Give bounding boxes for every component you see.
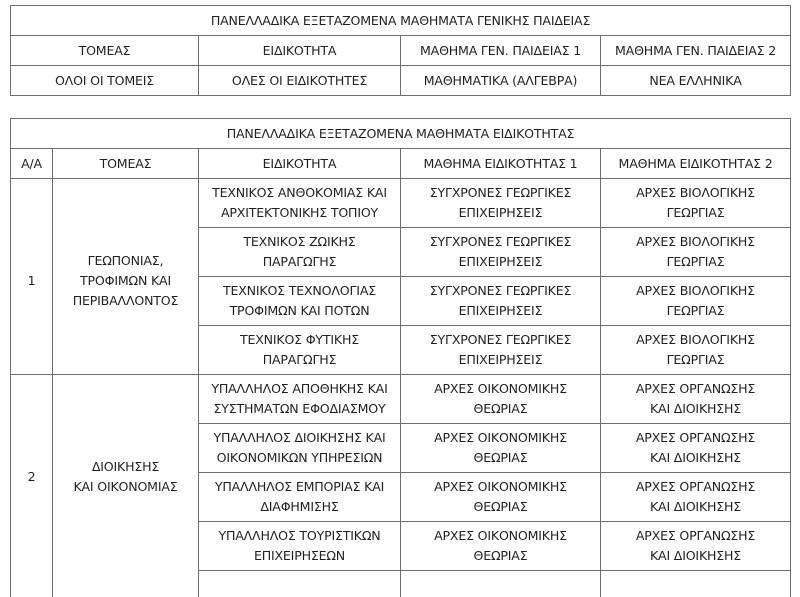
cell-specialty xyxy=(199,473,401,522)
cell-line: ΘΕΩΡΙΑΣ xyxy=(473,450,528,465)
cell-line: ΤΕΧΝΙΚΟΣ ΤΕΧΝΟΛΟΓΙΑΣ xyxy=(223,283,376,298)
cell-line: ΑΡΧΕΣ ΟΙΚΟΝΟΜΙΚΗΣ xyxy=(434,430,567,445)
cell-course-2 xyxy=(601,326,791,375)
cell-line: ΓΕΩΠΟΝΙΑΣ, xyxy=(87,253,164,268)
cell-course-2 xyxy=(601,473,791,522)
cell-line: ΑΡΧΕΣ ΒΙΟΛΟΓΙΚΗΣ xyxy=(636,234,755,249)
cell-course-1 xyxy=(401,473,601,522)
header-index: Α/Α xyxy=(11,149,53,179)
specialty-courses-table xyxy=(10,118,791,597)
cell-line: ΕΠΙΧΕΙΡΗΣΕΙΣ xyxy=(458,352,543,367)
cell-specialty xyxy=(199,522,401,571)
cell-course-1 xyxy=(401,424,601,473)
cell-line: ΑΡΧΙΤΕΚΤΟΝΙΚΗΣ ΤΟΠΙΟΥ xyxy=(220,205,379,220)
cell-specialty xyxy=(199,424,401,473)
cell-course-1 xyxy=(401,375,601,424)
cell-line: ΣΥΣΤΗΜΑΤΩΝ ΕΦΟΔΙΑΣΜΟΥ xyxy=(213,401,386,416)
cell-line: ΣΥΓΧΡΟΝΕΣ ΓΕΩΡΓΙΚΕΣ xyxy=(429,234,572,249)
cell-course-2 xyxy=(601,375,791,424)
cell-line: ΕΠΙΧΕΙΡΗΣΕΩΝ xyxy=(253,548,346,563)
cell-line: ΑΡΧΕΣ ΟΙΚΟΝΟΜΙΚΗΣ xyxy=(434,381,567,396)
cell-line: ΣΥΓΧΡΟΝΕΣ ΓΕΩΡΓΙΚΕΣ xyxy=(429,332,572,347)
cell-line: ΑΡΧΕΣ ΟΡΓΑΝΩΣΗΣ xyxy=(635,479,756,494)
cell-line: ΘΕΩΡΙΑΣ xyxy=(473,401,528,416)
table-row xyxy=(11,66,791,96)
cell-sector xyxy=(53,179,199,375)
cell-line: ΕΠΙΧΕΙΡΗΣΕΙΣ xyxy=(458,254,543,269)
cell-specialty xyxy=(199,179,401,228)
specialty-table-title: ΠΑΝΕΛΛΑΔΙΚΑ ΕΞΕΤΑΖΟΜΕΝΑ ΜΑΘΗΜΑΤΑ ΕΙΔΙΚΟΤΗΤΑΣ xyxy=(11,119,791,149)
header-course-1: ΜΑΘΗΜΑ ΕΙΔΙΚΟΤΗΤΑΣ 1 xyxy=(401,149,601,179)
cell-line: ΚΑΙ ΟΙΚΟΝΟΜΙΑΣ xyxy=(73,479,178,494)
cell-line: ΔΙΟΙΚΗΣΗΣ xyxy=(91,459,160,474)
table-row xyxy=(11,375,791,424)
cell-index: 2 xyxy=(11,375,53,597)
cell-course-1 xyxy=(401,228,601,277)
header-course-1: ΜΑΘΗΜΑ ΓΕΝ. ΠΑΙΔΕΙΑΣ 1 xyxy=(401,36,601,66)
cell-specialty xyxy=(199,326,401,375)
cell-specialty xyxy=(199,277,401,326)
table-title-row xyxy=(11,119,791,149)
cell-line: ΑΡΧΕΣ ΒΙΟΛΟΓΙΚΗΣ xyxy=(636,185,755,200)
cell-course-2 xyxy=(601,277,791,326)
cell-line: ΘΕΩΡΙΑΣ xyxy=(473,548,528,563)
header-course-2: ΜΑΘΗΜΑ ΕΙΔΙΚΟΤΗΤΑΣ 2 xyxy=(601,149,791,179)
cell-line: ΑΡΧΕΣ ΟΙΚΟΝΟΜΙΚΗΣ xyxy=(434,479,567,494)
cell-course-2 xyxy=(601,424,791,473)
general-education-table xyxy=(10,5,791,96)
cell-line: ΑΡΧΕΣ ΒΙΟΛΟΓΙΚΗΣ xyxy=(636,283,755,298)
cell-course-2: ΝΕΑ ΕΛΛΗΝΙΚΑ xyxy=(601,66,791,96)
cell-line: ΤΡΟΦΙΜΩΝ ΚΑΙ xyxy=(80,273,171,288)
cell-line: ΕΠΙΧΕΙΡΗΣΕΙΣ xyxy=(458,205,543,220)
cell-line: ΤΡΟΦΙΜΩΝ ΚΑΙ ΠΟΤΩΝ xyxy=(229,303,370,318)
general-table-title: ΠΑΝΕΛΛΑΔΙΚΑ ΕΞΕΤΑΖΟΜΕΝΑ ΜΑΘΗΜΑΤΑ ΓΕΝΙΚΗΣ ΠΑΙΔΕΙΑΣ xyxy=(11,6,791,36)
cell-line: ΠΑΡΑΓΩΓΗΣ xyxy=(262,254,337,269)
table-header-row xyxy=(11,149,791,179)
cell-line: ΘΕΩΡΙΑΣ xyxy=(473,499,528,514)
cell-line: ΥΠΑΛΛΗΛΟΣ ΑΠΟΘΗΚΗΣ ΚΑΙ xyxy=(211,381,388,396)
header-sector: ΤΟΜΕΑΣ xyxy=(11,36,199,66)
header-specialty: ΕΙΔΙΚΟΤΗΤΑ xyxy=(199,36,401,66)
cell-specialty: ΟΛΕΣ ΟΙ ΕΙΔΙΚΟΤΗΤΕΣ xyxy=(199,66,401,96)
cell-course-1: ΜΑΘΗΜΑΤΙΚΑ (ΑΛΓΕΒΡΑ) xyxy=(401,66,601,96)
cell-index: 1 xyxy=(11,179,53,375)
cell-line: ΕΠΙΧΕΙΡΗΣΕΙΣ xyxy=(458,303,543,318)
cell-course-2 xyxy=(601,228,791,277)
cell-line: ΚΑΙ ΔΙΟΙΚΗΣΗΣ xyxy=(650,499,742,514)
cell-specialty xyxy=(199,228,401,277)
cell-course-1 xyxy=(401,326,601,375)
cell-line: ΑΡΧΕΣ ΟΡΓΑΝΩΣΗΣ xyxy=(635,381,756,396)
cell-line: ΑΡΧΕΣ ΟΙΚΟΝΟΜΙΚΗΣ xyxy=(434,528,567,543)
cell-course-1 xyxy=(401,277,601,326)
cell-line: ΓΕΩΡΓΙΑΣ xyxy=(666,352,725,367)
cell-line: ΓΕΩΡΓΙΑΣ xyxy=(666,303,725,318)
cell-empty xyxy=(401,571,601,597)
cell-line: ΟΙΚΟΝΟΜΙΚΩΝ ΥΠΗΡΕΣΙΩΝ xyxy=(216,450,383,465)
cell-line: ΣΥΓΧΡΟΝΕΣ ΓΕΩΡΓΙΚΕΣ xyxy=(429,283,572,298)
cell-line: ΤΕΧΝΙΚΟΣ ΑΝΘΟΚΟΜΙΑΣ ΚΑΙ xyxy=(212,185,387,200)
cell-line: ΑΡΧΕΣ ΟΡΓΑΝΩΣΗΣ xyxy=(635,430,756,445)
cell-empty xyxy=(199,571,401,597)
cell-line: ΑΡΧΕΣ ΒΙΟΛΟΓΙΚΗΣ xyxy=(636,332,755,347)
cell-line: ΠΕΡΙΒΑΛΛΟΝΤΟΣ xyxy=(72,293,179,308)
cell-line: ΤΕΧΝΙΚΟΣ ΦΥΤΙΚΗΣ xyxy=(239,332,360,347)
table-title-row xyxy=(11,6,791,36)
table-row xyxy=(11,179,791,228)
cell-line: ΥΠΑΛΛΗΛΟΣ ΕΜΠΟΡΙΑΣ ΚΑΙ xyxy=(214,479,385,494)
cell-course-1 xyxy=(401,179,601,228)
cell-line: ΥΠΑΛΛΗΛΟΣ ΔΙΟΙΚΗΣΗΣ ΚΑΙ xyxy=(213,430,386,445)
cell-line: ΚΑΙ ΔΙΟΙΚΗΣΗΣ xyxy=(650,548,742,563)
table-header-row xyxy=(11,36,791,66)
cell-line: ΣΥΓΧΡΟΝΕΣ ΓΕΩΡΓΙΚΕΣ xyxy=(429,185,572,200)
cell-line: ΓΕΩΡΓΙΑΣ xyxy=(666,254,725,269)
cell-line: ΤΕΧΝΙΚΟΣ ΖΩΙΚΗΣ xyxy=(243,234,356,249)
cell-line: ΑΡΧΕΣ ΟΡΓΑΝΩΣΗΣ xyxy=(635,528,756,543)
cell-sector: ΟΛΟΙ ΟΙ ΤΟΜΕΙΣ xyxy=(11,66,199,96)
header-course-2: ΜΑΘΗΜΑ ΓΕΝ. ΠΑΙΔΕΙΑΣ 2 xyxy=(601,36,791,66)
cell-line: ΓΕΩΡΓΙΑΣ xyxy=(666,205,725,220)
cell-line: ΔΙΑΦΗΜΙΣΗΣ xyxy=(260,499,339,514)
header-sector: ΤΟΜΕΑΣ xyxy=(53,149,199,179)
header-specialty: ΕΙΔΙΚΟΤΗΤΑ xyxy=(199,149,401,179)
cell-course-2 xyxy=(601,179,791,228)
cell-specialty xyxy=(199,375,401,424)
cell-course-2 xyxy=(601,522,791,571)
cell-line: ΚΑΙ ΔΙΟΙΚΗΣΗΣ xyxy=(650,450,742,465)
cell-line: ΚΑΙ ΔΙΟΙΚΗΣΗΣ xyxy=(650,401,742,416)
cell-line: ΥΠΑΛΛΗΛΟΣ ΤΟΥΡΙΣΤΙΚΩΝ xyxy=(218,528,381,543)
cell-sector xyxy=(53,375,199,597)
cell-empty xyxy=(601,571,791,597)
cell-line: ΠΑΡΑΓΩΓΗΣ xyxy=(262,352,337,367)
cell-course-1 xyxy=(401,522,601,571)
